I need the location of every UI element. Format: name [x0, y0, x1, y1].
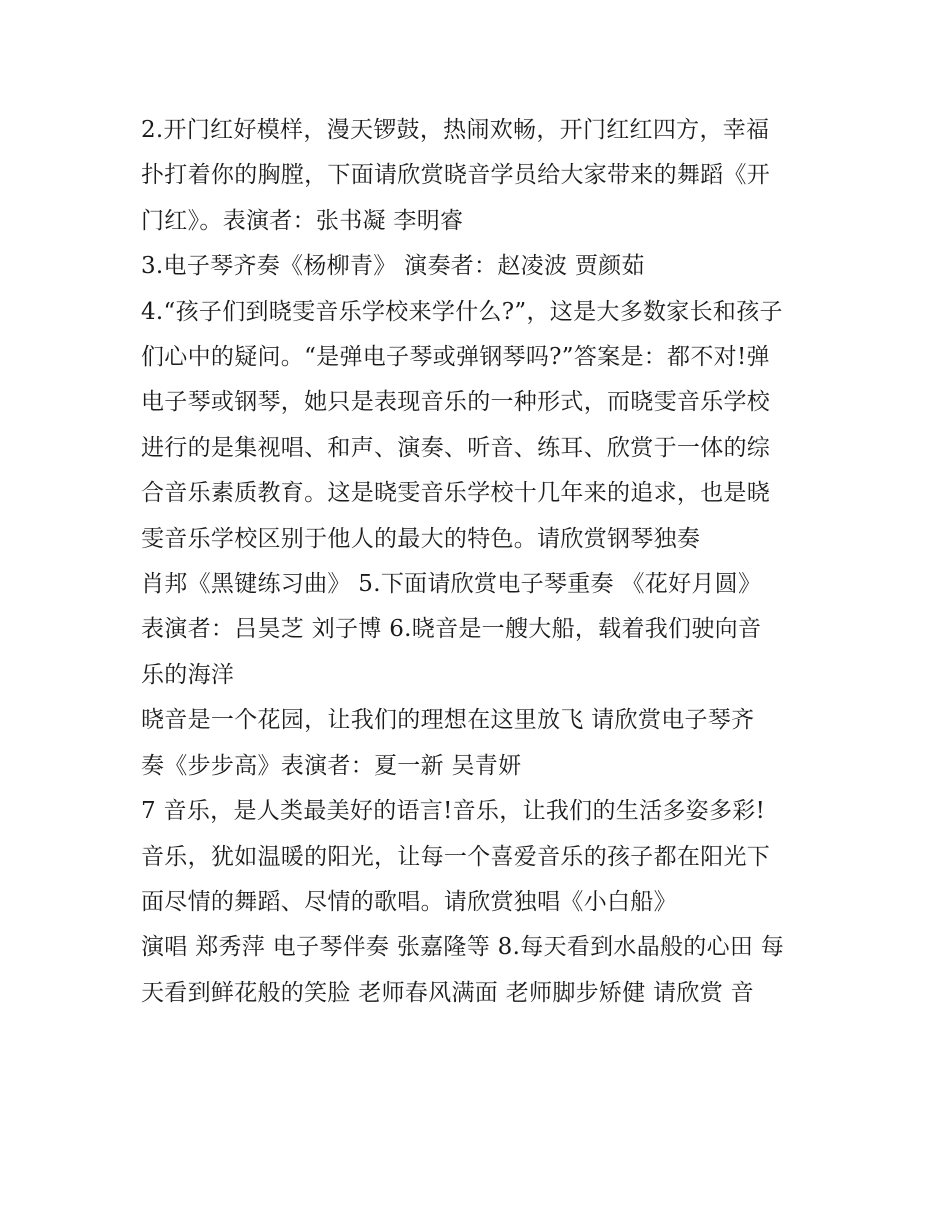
text-line: 扑打着你的胸膛，下面请欣赏晓音学员给大家带来的舞蹈《开 [141, 162, 771, 189]
text-line: 3.电子琴齐奏《杨柳青》 演奏者：赵凌波 贾颜茹 [141, 253, 645, 280]
text-line: 电子琴或钢琴，她只是表现音乐的一种形式，而晓雯音乐学校 [141, 389, 771, 416]
text-line: 7 音乐，是人类最美好的语言!音乐，让我们的生活多姿多彩! [141, 798, 766, 825]
text-line: 音乐，犹如温暖的阳光，让每一个喜爱音乐的孩子都在阳光下 [141, 843, 771, 870]
text-line: 门红》。表演者：张书凝 李明睿 [141, 207, 464, 234]
text-line: 肖邦《黑键练习曲》 5.下面请欣赏电子琴重奏 《花好月圆》 [141, 571, 762, 598]
text-line: 合音乐素质教育。这是晓雯音乐学校十几年来的追求，也是晓 [141, 480, 771, 507]
text-line: 进行的是集视唱、和声、演奏、听音、练耳、欣赏于一体的综 [141, 434, 771, 461]
text-line: 演唱 郑秀萍 电子琴伴奏 张嘉隆等 8.每天看到水晶般的心田 每 [141, 934, 785, 961]
text-line: 天看到鲜花般的笑脸 老师春风满面 老师脚步矫健 请欣赏 音 [141, 979, 754, 1006]
text-line: 们心中的疑问。“是弹电子琴或弹钢琴吗?”答案是：都不对!弹 [141, 344, 770, 371]
text-line: 2.开门红好模样，漫天锣鼓，热闹欢畅，开门红红四方，幸福 [141, 117, 770, 143]
text-line: 乐的海洋 [141, 661, 235, 688]
text-line: 晓音是一个花园，让我们的理想在这里放飞 请欣赏电子琴齐 [141, 707, 755, 734]
text-line: 表演者：吕昊芝 刘子博 6.晓音是一艘大船，载着我们驶向音 [141, 616, 762, 643]
text-line: 4.“孩子们到晓雯音乐学校来学什么?”，这是大多数家长和孩子 [141, 298, 783, 325]
text-line: 奏《步步高》表演者：夏一新 吴青妍 [141, 752, 522, 779]
text-line: 雯音乐学校区别于他人的最大的特色。请欣赏钢琴独奏 [141, 525, 701, 552]
text-line: 面尽情的舞蹈、尽情的歌唱。请欣赏独唱《小白船》 [141, 888, 677, 915]
document-body [141, 108, 821, 1016]
